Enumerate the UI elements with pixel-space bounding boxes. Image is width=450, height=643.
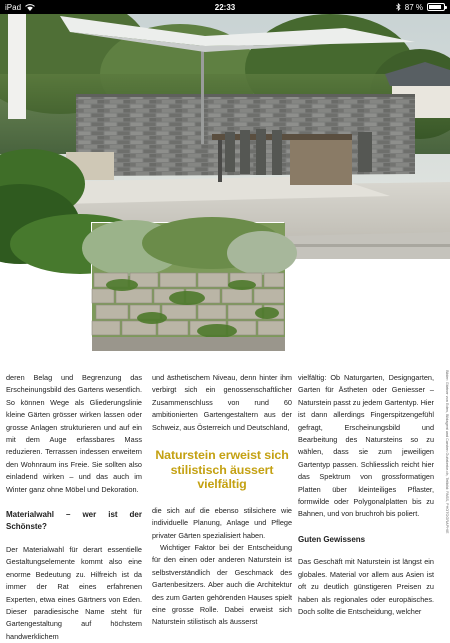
status-bar [0, 0, 450, 14]
paragraph: Wichtiger Faktor bei der Entscheidung für den einen oder anderen Naturstein ist selbstverständlich der Geschmack des Gartenbesitzers. Aber auch die Architektur des zum Garten gehörenden Hauses spielt eine grosse Rolle. Dabei erweist sich Naturstein stilistisch als äusserst [152, 543, 292, 627]
article-body [0, 350, 450, 641]
battery-percent: 87 % [404, 2, 423, 12]
paragraph: vielfältig: Ob Naturgarten, Designgarten, Garten für Ästheten oder Geniesser – Naturstein passt zu jedem Gartentyp. Hier ist dann allerdings Fingerspitzengefühl gefragt, Erscheinungsbild und Bearbeitung des Natursteins so zu wählen, dass sie zum jeweiligen Gartentyp passen. Schliesslich reicht hier das Spektrum von grossformatigen Platten über kleinteiliges Pflaster, formwilde oder Polygonalplatten bis zu Bahnen, und von bruchroh bis poliert. [298, 373, 434, 519]
battery-icon [427, 3, 445, 11]
photo-credit [437, 370, 449, 600]
article-column-3 [298, 372, 434, 618]
section-heading-conscience: Guten Gewissens [298, 534, 366, 544]
paragraph: deren Belag und Begrenzung das Erscheinungsbild des Gartens wesentlich. So können Wege als Gliederungslinie kleine Gärten grösser wirken lassen oder grosse Anlagen strukturieren und auf ein mit dem Auge erfassbares Mass reduzieren. Terrassen indessen erweitern den Wohnraum ins Freie. Sie sollten also einladend wirken – und das auch im Winter ganz ohne Möbel und Dekoration. [6, 373, 142, 494]
paragraph: Das Geschäft mit Naturstein ist längst ein globales. Material vor allem aus Asien ist oft zu deutlich günstigeren Preisen zu haben als regionales oder europäisches. Doch sollte die Entscheidung, welcher [298, 557, 434, 616]
photo-credit-text: Bilder: Gärtner von Eden, Bildagent und Carsten Guhrkerke.ch, Teilbild: PASS, PHOTOGRAPHIE [445, 370, 449, 534]
wifi-icon [25, 4, 35, 11]
paragraph: die sich auf die ebenso stilsichere wie individuelle Planung, Anlage und Pflege privater Gärten spezialisiert haben. [152, 505, 292, 540]
device-label: iPad [5, 2, 22, 12]
article-column-1 [6, 372, 142, 643]
article-column-2 [152, 372, 292, 629]
pull-quote: Naturstein erweist sich stilistisch äussert vielfältig [155, 448, 289, 492]
paragraph: und ästhetischem Niveau, denn hinter ihm verbirgt sich ein genossenschaftlicher Zusammenschluss von rund 60 ambitionierten Gartengestaltern aus der Schweiz, aus Österreich und Deutschland, [152, 373, 292, 432]
section-heading-material: Materialwahl – wer ist der Schönste? [6, 510, 142, 532]
stone-wall-garden-photo [91, 222, 284, 350]
paragraph: Der Materialwahl für derart essentielle Gestaltungselemente kommt also eine enorme Bedeutung zu. Hilfreich ist da immer der Rat eines erfahrenen Experten, etwa eines Gärtners von Eden. Dieser paradiesische Name steht für Gartengestaltung auf höchstem handwerklichem [6, 544, 142, 641]
bluetooth-icon [396, 3, 401, 11]
clock: 22:33 [214, 2, 236, 12]
